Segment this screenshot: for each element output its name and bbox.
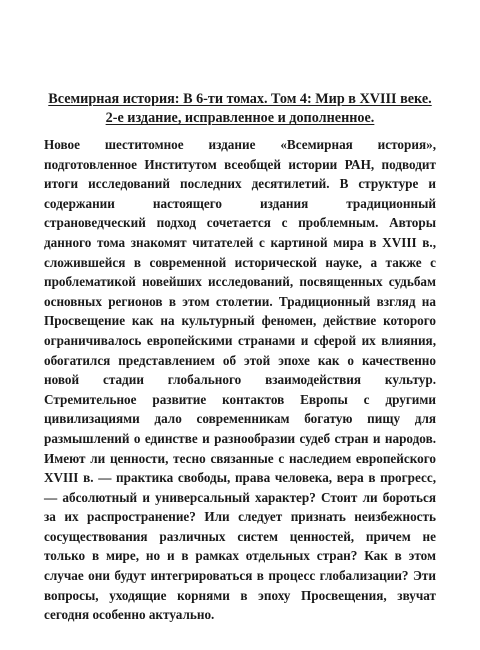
document-page [44,90,436,625]
document-body: Новое шеститомное издание «Всемирная история», подготовленное Институтом всеобщей истории РАН, подводит итоги исследований последних десятилетий. В структуре и содержании настоящего издания традиционный страноведческий подход сочетается с проблемным. Авторы данного тома знакомят читателей с картиной мира в XVIII в., сложившейся в современной исторической науке, а также с проблематикой новейших исследований, посвященных судьбам основных регионов в этом столетии. Традиционный взгляд на Просвещение как на культурный феномен, действие которого ограничивалось европейскими странами и сферой их влияния, обогатился представлением об этой эпохе как о качественно новой стадии глобального взаимодействия культур. Стремительное развитие контактов Европы с другими цивилизациями дало современникам богатую пищу для размышлений о единстве и разнообразии судеб стран и народов. Имеют ли ценности, тесно связанные с наследием европейского XVIII в. — практика свободы, права человека, вера в прогресс, — абсолютный и универсальный характер? Стоит ли бороться за их распространение? Или следует признать неизбежность сосуществования различных систем ценностей, причем не только в мире, но и в рамках отдельных стран? Как в этом случае они будут интегрироваться в процесс глобализации? Эти вопросы, уходящие корнями в эпоху Просвещения, звучат сегодня особенно актуально. [44,137,436,623]
document-title: Всемирная история: В 6-ти томах. Том 4: Мир в XVIII веке. 2-е издание, исправленное и дополненное. [48,91,432,126]
